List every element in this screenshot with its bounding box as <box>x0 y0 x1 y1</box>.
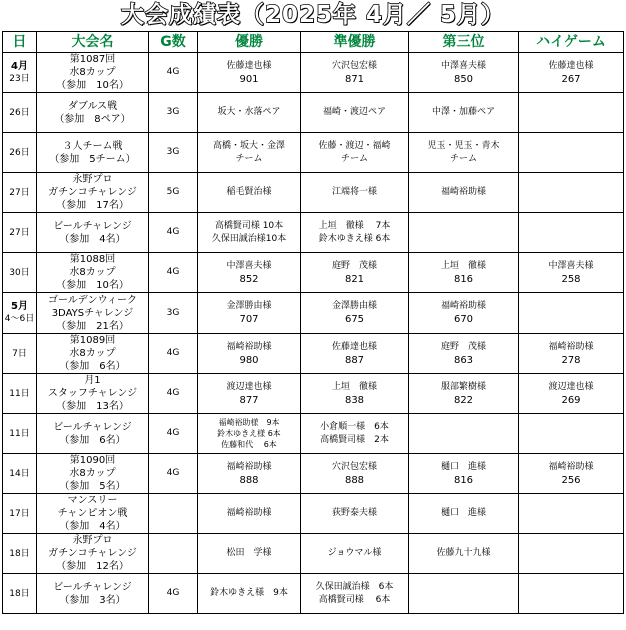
second-place-cell <box>301 454 409 494</box>
player-name: チーム <box>449 153 477 164</box>
second-place-cell <box>301 494 409 534</box>
player-name: 中澤・加藤ペア <box>431 107 495 117</box>
tournament-line: 第1088回 <box>69 254 116 265</box>
games-value: 4G <box>166 428 180 438</box>
games-value: 3G <box>166 147 180 157</box>
games-cell <box>149 574 198 614</box>
player-name: 佐藤達也様 <box>226 60 272 71</box>
high-game-cell <box>519 133 624 173</box>
second-place-cell <box>301 253 409 293</box>
high-game-cell <box>519 534 624 574</box>
tournament-line: （参加 5チーム） <box>49 153 136 165</box>
date-cell <box>3 253 37 293</box>
games-cell <box>149 534 198 574</box>
games-cell <box>149 133 198 173</box>
player-name: 中澤喜夫様 <box>226 260 272 271</box>
player-name: 樋口 進様 <box>440 508 486 518</box>
tournament-line: スタッフチャレンジ <box>47 388 138 399</box>
third-place-cell <box>409 173 519 213</box>
first-place-cell <box>198 213 301 253</box>
player-name: 佐藤達也様 <box>331 341 377 352</box>
header-high-game: ハイゲーム <box>519 32 624 53</box>
score-value: 821 <box>344 273 365 285</box>
tournament-line: ダブルス戦 <box>67 100 118 112</box>
games-cell <box>149 454 198 494</box>
score-value: 670 <box>453 314 474 325</box>
player-name: 上垣 徹様 <box>440 260 486 271</box>
tournament-line: 第1089回 <box>69 335 116 346</box>
tournament-line: （参加 6名） <box>59 434 126 446</box>
tournament-line: 水8カップ <box>69 67 116 78</box>
games-value: 4G <box>166 388 180 398</box>
tournament-line: ガチンコチャレンジ <box>48 548 137 559</box>
score-value: 816 <box>453 474 474 486</box>
player-name: 児玉・児玉・青木 <box>427 140 500 151</box>
tournament-line: チャンピオン戦 <box>57 508 128 519</box>
tournament-line: （参加 5名） <box>59 481 126 492</box>
date-cell <box>3 534 37 574</box>
player-name: 荻野泰夫様 <box>331 508 377 518</box>
tournament-line: ビールチャレンジ <box>53 421 132 433</box>
date-label: 26日 <box>9 107 30 118</box>
month-label: 4月 <box>11 60 28 72</box>
tournament-cell <box>37 93 149 133</box>
player-name: 久保田誠治様10本 <box>211 233 287 244</box>
second-place-cell <box>301 534 409 574</box>
score-value: 278 <box>561 354 581 366</box>
first-place-cell <box>198 334 301 374</box>
third-place-cell <box>409 534 519 574</box>
score-value: 707 <box>239 314 259 325</box>
games-value: 4G <box>166 267 180 277</box>
date-cell <box>3 93 37 133</box>
player-name: 福崎裕助様 <box>548 461 594 472</box>
date-label: 17日 <box>9 508 30 519</box>
tournament-cell <box>37 414 149 454</box>
tournament-cell <box>37 534 149 574</box>
high-game-cell <box>519 93 624 133</box>
player-name: 庭野 茂様 <box>331 260 377 271</box>
player-name: 渡辺達也様 <box>226 381 272 392</box>
date-cell <box>3 213 37 253</box>
player-name: 佐藤和代 6本 <box>221 440 277 449</box>
tournament-line: 永野プロ <box>72 174 113 185</box>
date-cell <box>3 133 37 173</box>
games-value: 4G <box>166 348 180 358</box>
first-place-cell <box>198 53 301 93</box>
table-row <box>3 253 624 293</box>
player-name: 鈴木ゆきえ様 6本 <box>318 233 391 244</box>
table-row <box>3 293 624 334</box>
first-place-cell <box>198 253 301 293</box>
player-name: 穴沢包宏様 <box>331 461 377 472</box>
date-label: 7日 <box>12 348 27 359</box>
score-value: 822 <box>453 394 474 406</box>
score-value: 888 <box>344 474 365 486</box>
player-name: 上垣 徹様 7本 <box>318 220 391 231</box>
date-cell <box>3 53 37 93</box>
table-row <box>3 53 624 93</box>
tournament-line: ビールチャレンジ <box>53 581 132 593</box>
second-place-cell <box>301 374 409 414</box>
tournament-cell <box>37 293 149 334</box>
tournament-cell <box>37 574 149 614</box>
tournament-line: ビールチャレンジ <box>53 220 132 232</box>
player-name: 穴沢包宏様 <box>331 60 377 71</box>
tournament-line: （参加 17名） <box>56 200 129 211</box>
high-game-cell <box>519 213 624 253</box>
tournament-line: 第1090回 <box>69 455 116 466</box>
tournament-line: ガチンコチャレンジ <box>48 187 137 198</box>
table-row <box>3 93 624 133</box>
third-place-cell <box>409 53 519 93</box>
second-place-cell <box>301 574 409 614</box>
date-label: 4～6日 <box>4 314 35 324</box>
tournament-line: 永野プロ <box>72 535 113 546</box>
games-cell <box>149 414 198 454</box>
tournament-line: 第1087回 <box>69 54 116 65</box>
tournament-line: ３人チーム戦 <box>62 140 123 152</box>
player-name: 坂大・水落ペア <box>217 107 281 117</box>
high-game-cell <box>519 374 624 414</box>
date-cell <box>3 454 37 494</box>
score-value: 816 <box>453 273 474 285</box>
date-label: 11日 <box>9 388 30 399</box>
games-cell <box>149 374 198 414</box>
tournament-line: 水8カップ <box>69 468 116 479</box>
score-value: 877 <box>239 394 259 406</box>
third-place-cell <box>409 494 519 534</box>
table-row <box>3 414 624 454</box>
score-value: 258 <box>561 273 581 285</box>
second-place-cell <box>301 334 409 374</box>
games-value: 4G <box>166 67 180 77</box>
games-value: 4G <box>166 227 180 237</box>
high-game-cell <box>519 173 624 213</box>
first-place-cell <box>198 293 301 334</box>
player-name: 金澤勝由様 <box>226 301 272 311</box>
player-name: 福崎裕助様 9本 <box>218 418 280 427</box>
first-place-cell <box>198 534 301 574</box>
score-value: 871 <box>344 73 365 85</box>
table-row <box>3 494 624 534</box>
score-value: 901 <box>239 73 259 85</box>
header-third: 第三位 <box>409 32 519 53</box>
games-cell <box>149 293 198 334</box>
first-place-cell <box>198 574 301 614</box>
player-name: 松田 学様 <box>226 548 272 558</box>
second-place-cell <box>301 133 409 173</box>
player-name: チーム <box>235 153 263 164</box>
player-name: 服部繁樹様 <box>440 381 486 392</box>
player-name: 福崎裕助様 <box>440 187 486 197</box>
page-title: 大会成績表（2025年 4月／ 5月） <box>120 2 506 28</box>
tournament-line: 3DAYSチャレンジ <box>51 307 134 319</box>
player-name: 福崎裕助様 <box>226 341 272 352</box>
table-row <box>3 534 624 574</box>
tournament-line: （参加 3名） <box>59 594 126 606</box>
third-place-cell <box>409 253 519 293</box>
high-game-cell <box>519 414 624 454</box>
second-place-cell <box>301 93 409 133</box>
first-place-cell <box>198 414 301 454</box>
player-name: 中澤喜夫様 <box>440 60 486 71</box>
games-value: 5G <box>166 187 180 197</box>
third-place-cell <box>409 213 519 253</box>
player-name: 鈴木ゆきえ様 6本 <box>217 429 281 438</box>
second-place-cell <box>301 213 409 253</box>
games-cell <box>149 53 198 93</box>
high-game-cell <box>519 293 624 334</box>
high-game-cell <box>519 574 624 614</box>
player-name: 金澤勝由様 <box>331 301 377 311</box>
player-name: 小倉順一様 6本 <box>320 421 389 432</box>
player-name: 上垣 徹様 <box>331 381 377 392</box>
games-cell <box>149 334 198 374</box>
third-place-cell <box>409 93 519 133</box>
games-cell <box>149 173 198 213</box>
header-tournament: 大会名 <box>37 32 149 53</box>
date-cell <box>3 414 37 454</box>
games-cell <box>149 253 198 293</box>
first-place-cell <box>198 173 301 213</box>
results-table <box>2 31 624 614</box>
player-name: 佐藤九十九様 <box>436 548 491 558</box>
first-place-cell <box>198 494 301 534</box>
tournament-line: ゴールデンウィーク <box>48 294 137 306</box>
score-value: 887 <box>344 354 365 366</box>
player-name: 樋口 進様 <box>440 461 486 472</box>
score-value: 838 <box>344 394 365 406</box>
high-game-cell <box>519 334 624 374</box>
tournament-cell <box>37 334 149 374</box>
date-label: 26日 <box>9 147 30 158</box>
date-label: 27日 <box>9 227 30 238</box>
tournament-cell <box>37 253 149 293</box>
table-row <box>3 213 624 253</box>
tournament-line: 水8カップ <box>69 348 116 359</box>
score-value: 675 <box>344 314 365 325</box>
second-place-cell <box>301 173 409 213</box>
date-cell <box>3 334 37 374</box>
score-value: 267 <box>561 73 581 85</box>
month-label: 5月 <box>11 301 28 312</box>
date-label: 18日 <box>9 548 30 559</box>
score-value: 980 <box>239 354 259 366</box>
games-cell <box>149 213 198 253</box>
third-place-cell <box>409 574 519 614</box>
tournament-cell <box>37 53 149 93</box>
tournament-cell <box>37 374 149 414</box>
date-cell <box>3 494 37 534</box>
third-place-cell <box>409 133 519 173</box>
high-game-cell <box>519 53 624 93</box>
date-cell <box>3 293 37 334</box>
player-name: 稲毛賢治様 <box>226 187 272 197</box>
header-date: 日 <box>3 32 37 53</box>
table-row <box>3 173 624 213</box>
player-name: 高橋賢司様 2本 <box>320 434 389 445</box>
tournament-line: マンスリー <box>67 495 118 506</box>
header-first: 優勝 <box>198 32 301 53</box>
player-name: ジョウマル様 <box>327 548 382 558</box>
header-games: G数 <box>149 32 198 53</box>
high-game-cell <box>519 454 624 494</box>
table-row <box>3 374 624 414</box>
tournament-line: 月1 <box>84 375 101 386</box>
second-place-cell <box>301 414 409 454</box>
first-place-cell <box>198 374 301 414</box>
tournament-line: （参加 6名） <box>59 361 126 372</box>
second-place-cell <box>301 293 409 334</box>
tournament-cell <box>37 494 149 534</box>
score-value: 850 <box>453 73 474 85</box>
date-cell <box>3 574 37 614</box>
third-place-cell <box>409 374 519 414</box>
player-name: 福崎・渡辺ペア <box>322 107 386 117</box>
games-value: 3G <box>166 307 180 318</box>
tournament-line: （参加 10名） <box>56 80 129 91</box>
first-place-cell <box>198 454 301 494</box>
score-value: 888 <box>239 474 259 486</box>
games-cell <box>149 93 198 133</box>
player-name: 久保田誠治様 6本 <box>315 581 394 592</box>
high-game-cell <box>519 494 624 534</box>
tournament-cell <box>37 173 149 213</box>
first-place-cell <box>198 93 301 133</box>
tournament-line: （参加 10名） <box>56 280 129 291</box>
score-value: 852 <box>239 273 259 285</box>
tournament-cell <box>37 213 149 253</box>
header-row <box>3 32 624 53</box>
tournament-line: （参加 13名） <box>56 401 129 412</box>
player-name: 福崎裕助様 <box>226 461 272 472</box>
player-name: 高橋賢司様 10本 <box>214 220 284 231</box>
table-row <box>3 334 624 374</box>
tournament-line: （参加 21名） <box>56 320 129 332</box>
player-name: 中澤喜夫様 <box>548 260 594 271</box>
tournament-line: （参加 4名） <box>59 233 126 245</box>
games-value: 3G <box>166 107 180 117</box>
header-second: 準優勝 <box>301 32 409 53</box>
player-name: 福崎裕助様 <box>440 301 486 311</box>
table-row <box>3 454 624 494</box>
player-name: 福崎裕助様 <box>548 341 594 352</box>
date-label: 14日 <box>9 468 30 479</box>
player-name: チーム <box>340 153 368 164</box>
games-cell <box>149 494 198 534</box>
date-label: 23日 <box>9 73 30 84</box>
player-name: 福崎裕助様 <box>226 508 272 518</box>
first-place-cell <box>198 133 301 173</box>
second-place-cell <box>301 53 409 93</box>
games-value: 4G <box>166 588 180 598</box>
tournament-line: （参加 12名） <box>56 561 129 572</box>
tournament-cell <box>37 454 149 494</box>
table-row <box>3 133 624 173</box>
player-name: 高橋賢司様 6本 <box>318 594 391 605</box>
player-name: 渡辺達也様 <box>548 381 594 392</box>
player-name: 鈴木ゆきえ様 9本 <box>210 588 288 598</box>
third-place-cell <box>409 454 519 494</box>
third-place-cell <box>409 293 519 334</box>
date-label: 11日 <box>9 428 30 439</box>
player-name: 庭野 茂様 <box>440 341 486 352</box>
high-game-cell <box>519 253 624 293</box>
score-value: 863 <box>453 354 474 366</box>
date-cell <box>3 173 37 213</box>
player-name: 高橋・坂大・金澤 <box>212 140 285 151</box>
date-cell <box>3 374 37 414</box>
table-row <box>3 574 624 614</box>
player-name: 佐藤達也様 <box>548 60 594 71</box>
player-name: 江端将一様 <box>331 187 377 197</box>
date-label: 30日 <box>9 267 30 278</box>
player-name: 佐藤・渡辺・福崎 <box>318 140 391 151</box>
date-label: 18日 <box>9 588 30 599</box>
date-label: 27日 <box>9 187 30 198</box>
tournament-line: 水8カップ <box>69 267 116 278</box>
third-place-cell <box>409 334 519 374</box>
tournament-line: （参加 4名） <box>59 521 126 532</box>
games-value: 4G <box>166 468 180 478</box>
third-place-cell <box>409 414 519 454</box>
tournament-line: （参加 8ペア） <box>54 113 131 125</box>
score-value: 256 <box>561 474 581 486</box>
tournament-cell <box>37 133 149 173</box>
score-value: 269 <box>561 394 581 406</box>
